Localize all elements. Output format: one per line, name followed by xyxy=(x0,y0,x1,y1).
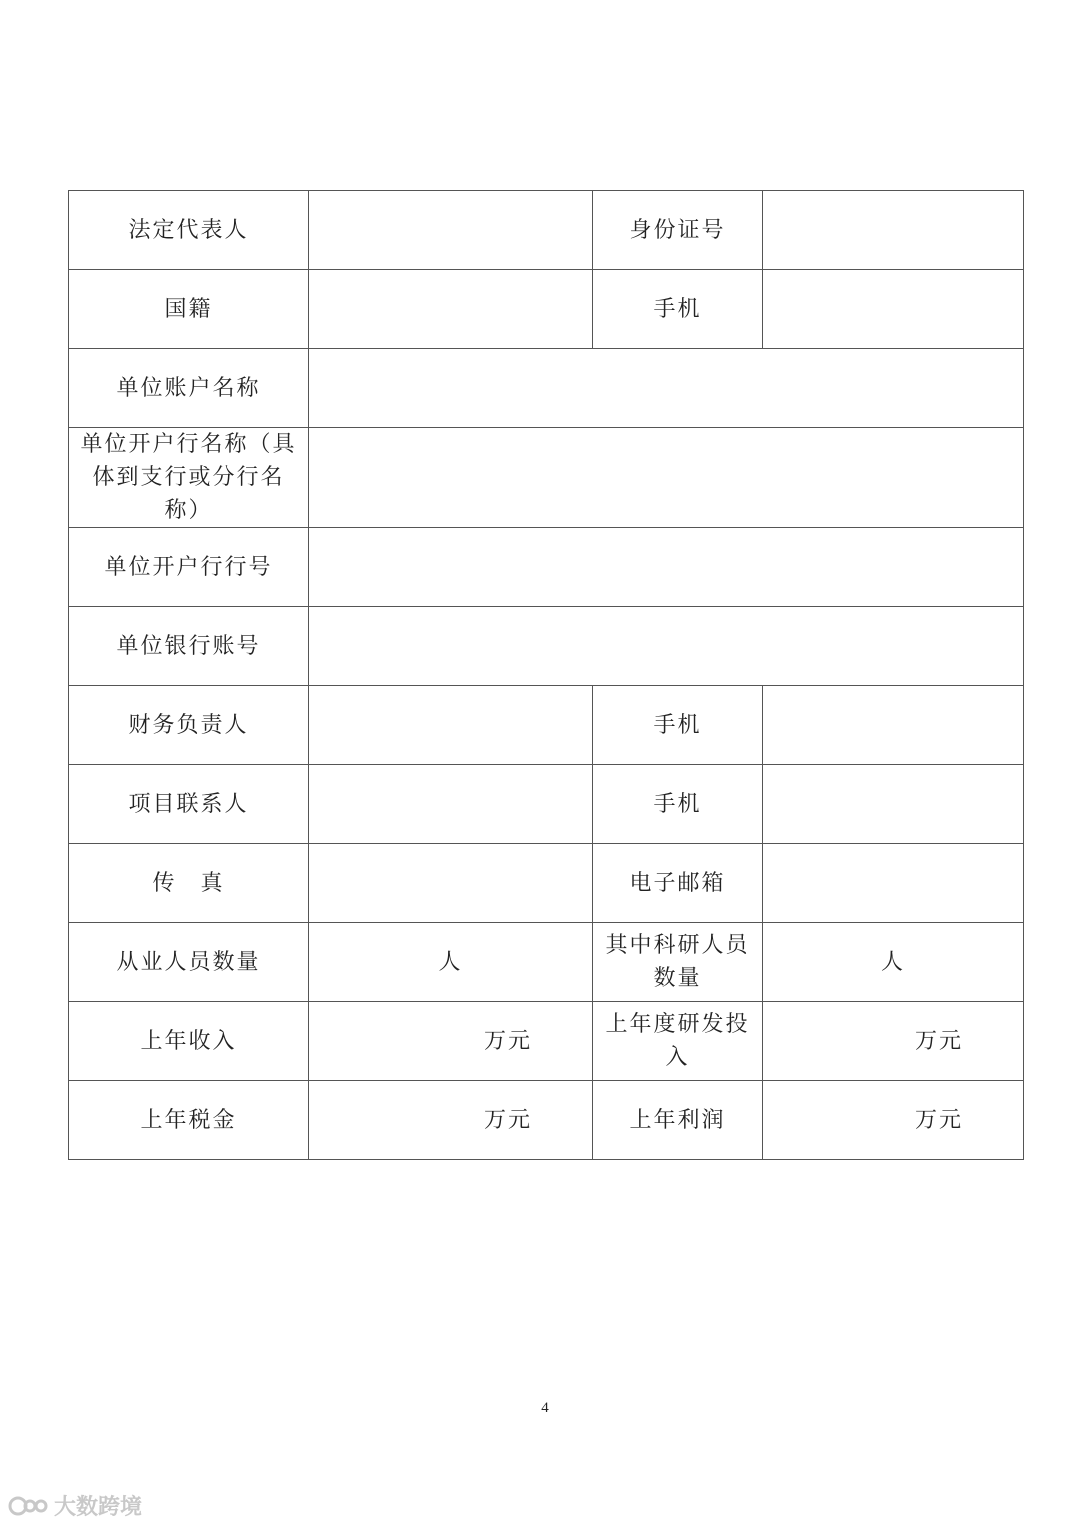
contact-mobile-value[interactable] xyxy=(763,765,1024,844)
email-value[interactable] xyxy=(763,844,1024,923)
id-number-label: 身份证号 xyxy=(593,191,763,270)
researchers-label: 其中科研人员数量 xyxy=(593,923,763,1002)
row-bank-name xyxy=(69,428,1024,528)
tax-label: 上年税金 xyxy=(69,1081,309,1160)
email-label: 电子邮箱 xyxy=(593,844,763,923)
bank-account-label: 单位银行账号 xyxy=(69,607,309,686)
contact-mobile-label: 手机 xyxy=(593,765,763,844)
row-account-name xyxy=(69,349,1024,428)
legal-representative-value[interactable] xyxy=(309,191,593,270)
row-tax xyxy=(69,1081,1024,1160)
profit-unit[interactable]: 万元 xyxy=(763,1081,1024,1160)
project-contact-value[interactable] xyxy=(309,765,593,844)
bank-name-value[interactable] xyxy=(309,428,1024,528)
legal-representative-label: 法定代表人 xyxy=(69,191,309,270)
row-fax xyxy=(69,844,1024,923)
revenue-unit[interactable]: 万元 xyxy=(309,1002,593,1081)
mobile-label: 手机 xyxy=(593,270,763,349)
id-number-value[interactable] xyxy=(763,191,1024,270)
row-employees xyxy=(69,923,1024,1002)
page-number: 4 xyxy=(541,1400,549,1416)
finance-head-label: 财务负责人 xyxy=(69,686,309,765)
row-legal-representative xyxy=(69,191,1024,270)
employees-label: 从业人员数量 xyxy=(69,923,309,1002)
row-bank-account xyxy=(69,607,1024,686)
watermark-text: 大数跨境 xyxy=(54,1495,143,1520)
finance-mobile-label: 手机 xyxy=(593,686,763,765)
fax-value[interactable] xyxy=(309,844,593,923)
finance-head-value[interactable] xyxy=(309,686,593,765)
row-finance-head xyxy=(69,686,1024,765)
rd-investment-unit[interactable]: 万元 xyxy=(763,1002,1024,1081)
row-project-contact xyxy=(69,765,1024,844)
rd-investment-label: 上年度研发投入 xyxy=(593,1002,763,1081)
finance-mobile-value[interactable] xyxy=(763,686,1024,765)
mobile-value[interactable] xyxy=(763,270,1024,349)
watermark xyxy=(8,1490,142,1521)
nationality-value[interactable] xyxy=(309,270,593,349)
employees-unit[interactable]: 人 xyxy=(309,923,593,1002)
fax-label: 传 真 xyxy=(69,844,309,923)
profit-label: 上年利润 xyxy=(593,1081,763,1160)
researchers-unit[interactable]: 人 xyxy=(763,923,1024,1002)
account-name-value[interactable] xyxy=(309,349,1024,428)
account-name-label: 单位账户名称 xyxy=(69,349,309,428)
bank-account-value[interactable] xyxy=(309,607,1024,686)
bank-code-value[interactable] xyxy=(309,528,1024,607)
row-revenue xyxy=(69,1002,1024,1081)
row-nationality xyxy=(69,270,1024,349)
project-contact-label: 项目联系人 xyxy=(69,765,309,844)
bank-name-label: 单位开户行名称（具体到支行或分行名称） xyxy=(69,428,309,528)
watermark-logo-icon xyxy=(8,1494,48,1518)
revenue-label: 上年收入 xyxy=(69,1002,309,1081)
bank-code-label: 单位开户行行号 xyxy=(69,528,309,607)
row-bank-code xyxy=(69,528,1024,607)
nationality-label: 国籍 xyxy=(69,270,309,349)
application-form-table xyxy=(68,190,1024,1160)
tax-unit[interactable]: 万元 xyxy=(309,1081,593,1160)
